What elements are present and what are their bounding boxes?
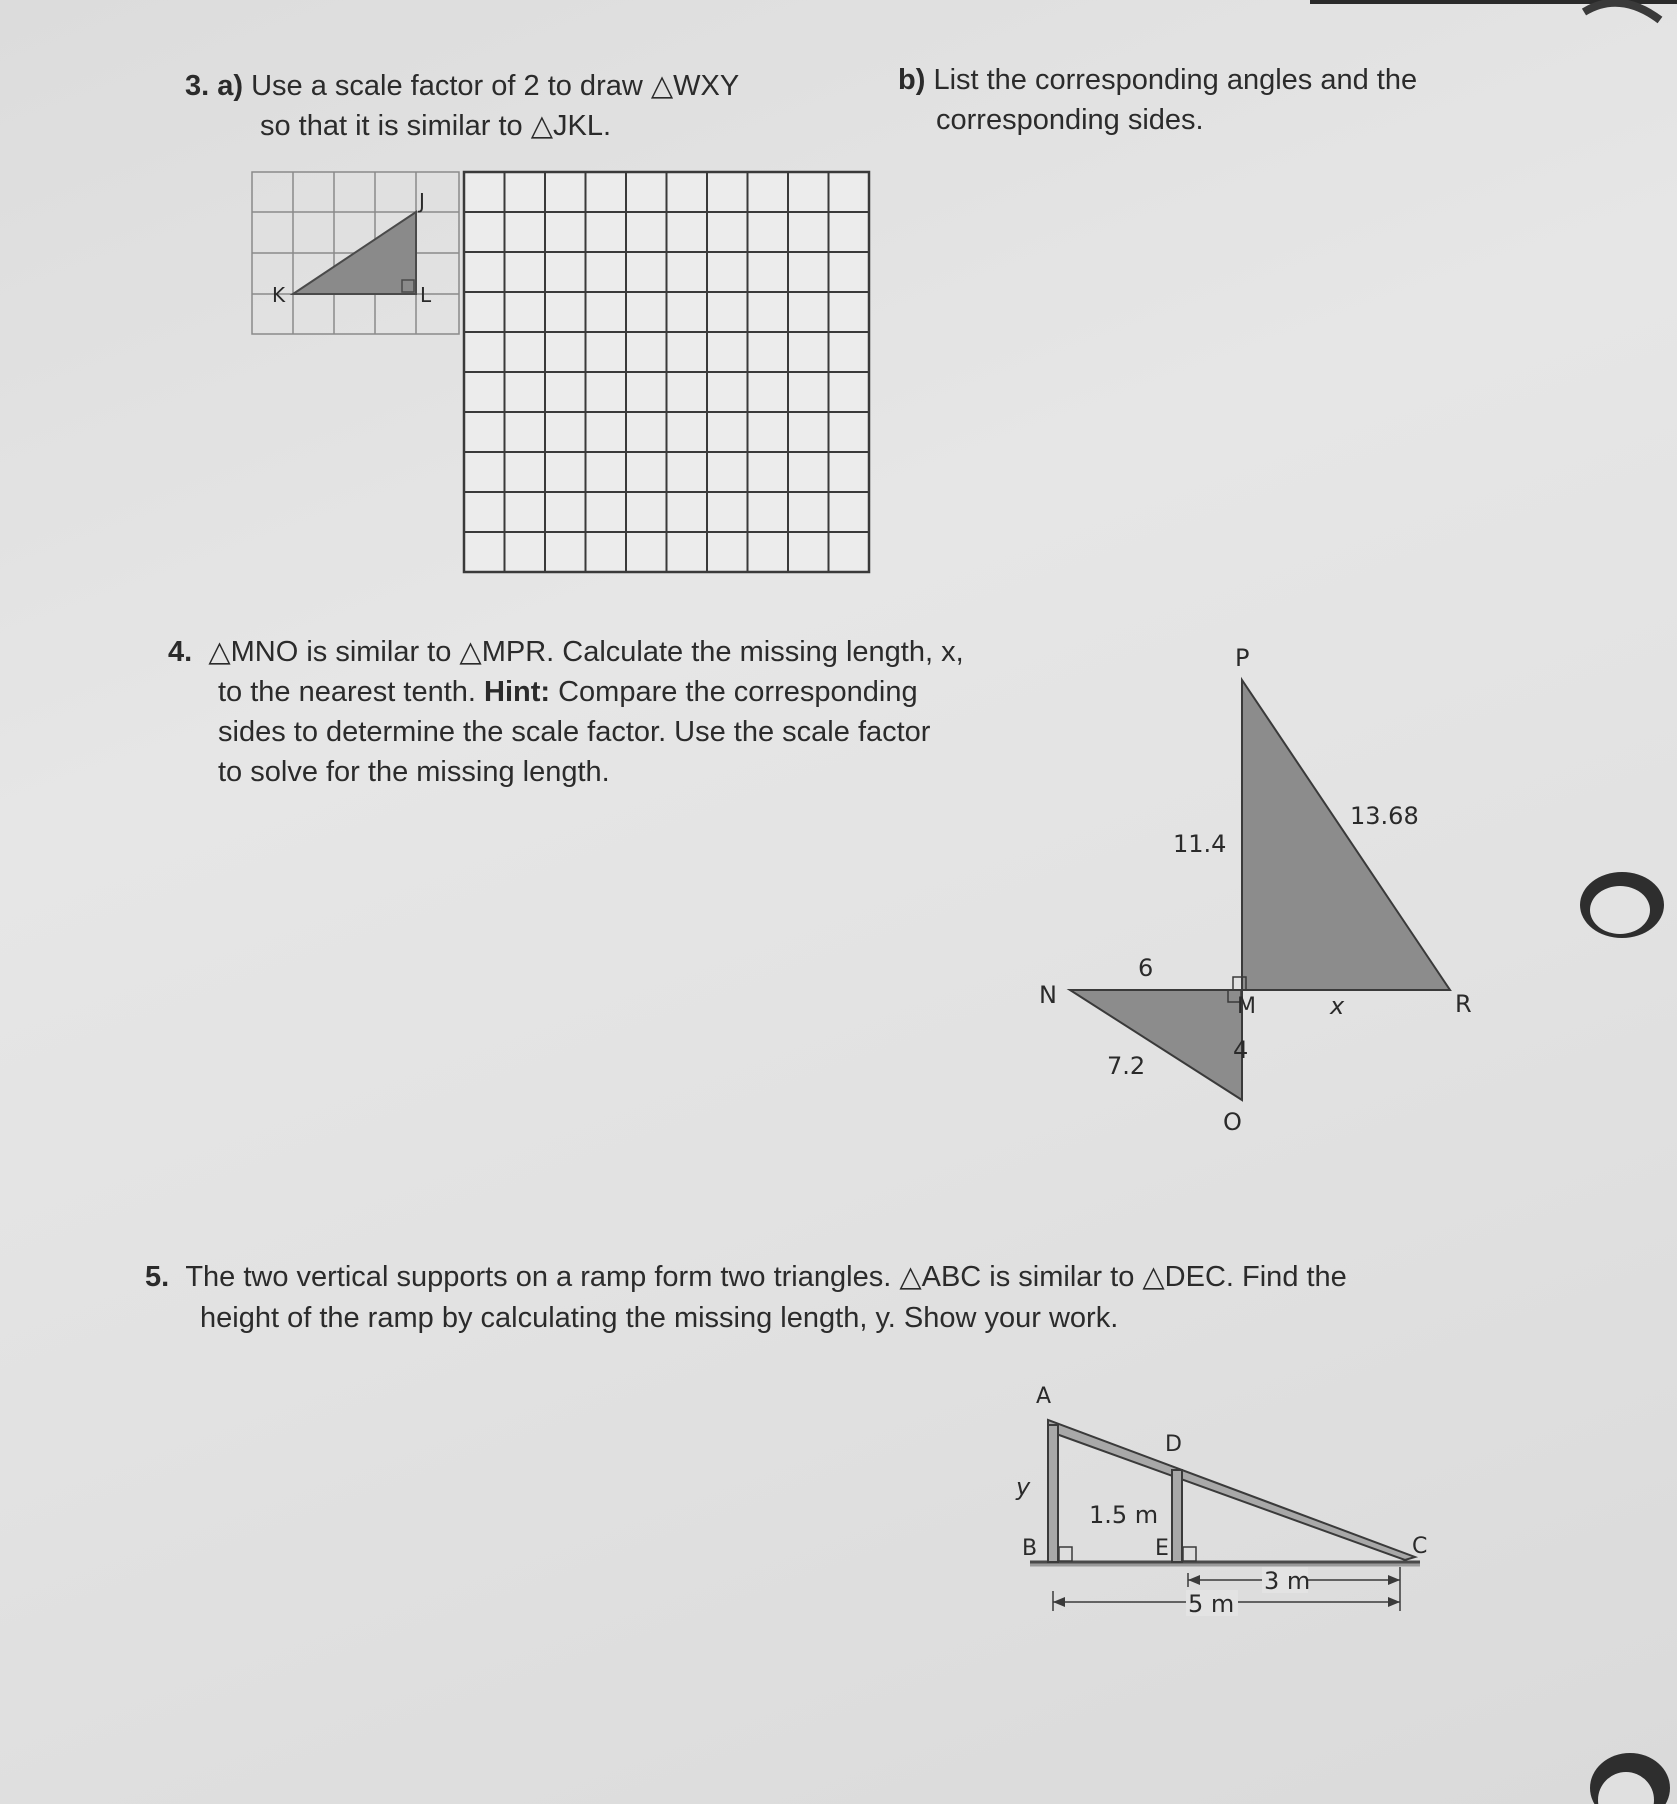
- label-nm: 6: [1138, 954, 1154, 982]
- q5-number: 5.: [145, 1261, 170, 1293]
- q4-line2: to the nearest tenth. Hint: Compare the corresponding: [218, 676, 918, 708]
- label-de: 1.5 m: [1089, 1501, 1159, 1529]
- vertex-r: R: [1455, 990, 1472, 1018]
- q4-line4: to solve for the missing length.: [218, 756, 610, 788]
- vertex-d: D: [1165, 1432, 1182, 1457]
- q4-line1: 4. △MNO is similar to △MPR. Calculate the missing length, x,: [168, 636, 964, 668]
- triangle-mno: [1070, 990, 1242, 1100]
- q5-line1: 5. The two vertical supports on a ramp form two triangles. △ABC is similar to △DEC. Find the: [145, 1261, 1347, 1293]
- label-y: y: [1016, 1473, 1031, 1501]
- vertex-o: O: [1223, 1108, 1242, 1136]
- triangle-mpr: [1242, 680, 1450, 990]
- vertex-l: L: [420, 283, 432, 307]
- q3-part-b-line1: b) List the corresponding angles and the: [898, 64, 1418, 96]
- label-pm: 11.4: [1173, 830, 1227, 858]
- q3-part-a-line1: Use a scale factor of 2 to draw △WXY: [251, 70, 740, 102]
- label-bc: 5 m: [1188, 1590, 1235, 1618]
- support-ab: [1048, 1425, 1058, 1562]
- vertex-k: K: [272, 283, 286, 307]
- binder-hole-top-icon: [1584, 3, 1660, 20]
- q3-part-a-line2: so that it is similar to △JKL.: [260, 110, 612, 142]
- label-ec: 3 m: [1264, 1567, 1311, 1595]
- label-no: 7.2: [1107, 1052, 1146, 1080]
- vertex-b: B: [1022, 1536, 1038, 1561]
- q4-diagram: [1025, 640, 1495, 1140]
- q4-number: 4.: [168, 636, 193, 668]
- vertex-p: P: [1235, 644, 1250, 672]
- q5-ramp-diagram: [1000, 1375, 1460, 1635]
- q3-part-b-line2: corresponding sides.: [936, 104, 1204, 136]
- q3-part-a-label: a): [217, 70, 244, 102]
- vertex-n: N: [1039, 981, 1057, 1009]
- support-de: [1172, 1470, 1182, 1562]
- vertex-e: E: [1155, 1536, 1169, 1561]
- vertex-j: J: [419, 189, 425, 213]
- q3-number: 3.: [185, 70, 210, 102]
- vertex-c: C: [1412, 1534, 1428, 1559]
- q4-hint-label: Hint:: [484, 676, 551, 708]
- label-mr: x: [1330, 992, 1345, 1020]
- vertex-a: A: [1036, 1384, 1052, 1409]
- vertex-m: M: [1237, 994, 1256, 1019]
- q3-small-grid: [250, 170, 465, 340]
- q4-line3: sides to determine the scale factor. Use the scale factor: [218, 716, 931, 748]
- right-angle-marker-e: [1183, 1547, 1196, 1561]
- ramp-plank: [1048, 1420, 1415, 1560]
- q5-line2: height of the ramp by calculating the missing length, y. Show your work.: [200, 1302, 1119, 1334]
- label-pr: 13.68: [1350, 802, 1419, 830]
- label-mo: 4: [1233, 1036, 1249, 1064]
- q3-drawing-grid: [460, 168, 885, 578]
- q3-part-b-label: b): [898, 64, 926, 96]
- binder-holes: [1560, 0, 1677, 1804]
- right-angle-marker-b: [1059, 1547, 1072, 1561]
- q3-line1: [185, 66, 739, 106]
